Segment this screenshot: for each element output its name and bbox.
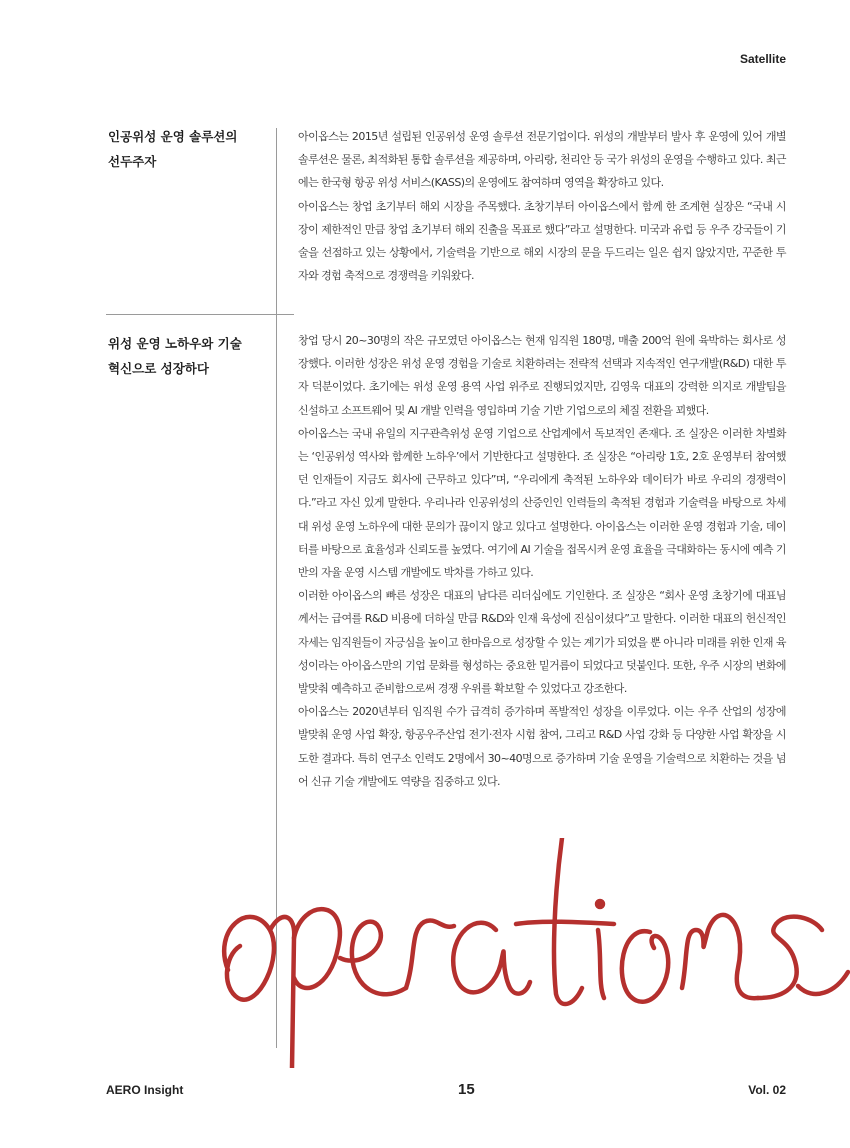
heading-line: 인공위성 운영 솔루션의 [108,129,238,144]
paragraph: 아이옵스는 2020년부터 임직원 수가 급격히 증가하며 폭발적인 성장을 이루었다. 이는 우주 산업의 성장에 발맞춰 운영 사업 확장, 항공우주산업 전기·전자 시험 참여, 그리고 R&D 사업 강화 등 다양한 사업 확장을 시도한 결과다. 특히 연구소 인력도 2명에서 30~40명으로 증가하며 기술 운영을 기술력으로 치환하는 것을 넘어 신규 기술 개발에도 역량을 집중하고 있다. [298,705,786,788]
paragraph: 아이옵스는 국내 유일의 지구관측위성 운영 기업으로 산업계에서 독보적인 존재다. 조 실장은 이러한 차별화는 ‘인공위성 역사와 함께한 노하우’에서 기반한다고 설명한다. 조 실장은 “아리랑 1호, 2호 운영부터 참여했던 인재들이 지금도 회사에 근무하고 있다”며, “우리에게 축적된 노하우와 데이터가 바로 우리의 경쟁력이다.”라고 자신 있게 말한다. 우리나라 인공위성의 산증인인 인력들의 축적된 경험과 기술력을 바탕으로 차세대 위성 운영 노하우에 대한 문의가 끊이지 않고 있다고 설명한다. 아이옵스는 이러한 운영 경험과 기술, 데이터를 바탕으로 효율성과 신뢰도를 높였다. 여기에 AI 기술을 접목시켜 운영 효율을 극대화하는 동시에 예측 기반의 자율 운영 시스템 개발에도 박차를 가하고 있다. [298,426,786,580]
heading-line: 선두주자 [108,154,157,169]
paragraph: 이러한 아이옵스의 빠른 성장은 대표의 남다른 리더십에도 기인한다. 조 실장은 “회사 운영 초창기에 대표님께서는 급여를 R&D 비용에 더하실 만큼 R&D와 인재 육성에 진심이셨다”고 말한다. 이러한 대표의 헌신적인 자세는 임직원들이 자긍심을 높이고 한마음으로 성장할 수 있는 계기가 되었을 뿐 아니라 미래를 위한 인재 육성이라는 아이옵스만의 기업 문화를 형성하는 중요한 밑거름이 되었다고 덧붙인다. 또한, 우주 시장의 변화에 발맞춰 예측하고 준비함으로써 경쟁 우위를 확보할 수 있었다고 강조한다. [298,589,786,696]
section-divider-horizontal [106,314,294,315]
section-heading-1 [108,124,278,174]
paragraph: 창업 당시 20~30명의 작은 규모였던 아이옵스는 현재 임직원 180명, 매출 200억 원에 육박하는 회사로 성장했다. 이러한 성장은 위성 운영 경험을 기술로 치환하려는 전략적 선택과 지속적인 연구개발(R&D) 대한 투자 덕분이었다. 초기에는 위성 운영 용역 사업 위주로 진행되었지만, 김영욱 대표의 강력한 의지로 개발팀을 신설하고 소프트웨어 및 AI 개발 인력을 영입하며 기술 기반 기업으로의 체질 전환을 꾀했다. [298,334,786,417]
page-number: 15 [458,1081,475,1098]
heading-line: 혁신으로 성장하다 [108,361,209,376]
section-body-1 [298,125,786,287]
paragraph: 아이옵스는 창업 초기부터 해외 시장을 주목했다. 초창기부터 아이옵스에서 함께 한 조계현 실장은 “국내 시장이 제한적인 만큼 창업 초기부터 해외 진출을 목표로 했다”라고 설명한다. 미국과 유럽 등 우주 강국들이 기술을 선점하고 있는 상황에서, 기술력을 기반으로 해외 시장의 문을 두드리는 일은 쉽지 않았지만, 꾸준한 투자와 경험 축적으로 경쟁력을 키워왔다. [298,199,786,283]
footer-publication: AERO Insight [106,1083,184,1097]
heading-line: 위성 운영 노하우와 기술 [108,336,242,351]
section-tag: Satellite [739,52,786,66]
operations-script-decoration [210,838,850,1068]
footer-volume: Vol. 02 [748,1083,786,1097]
section-body-2 [298,329,786,793]
paragraph: 아이옵스는 2015년 설립된 인공위성 운영 솔루션 전문기업이다. 위성의 개발부터 발사 후 운영에 있어 개별 솔루션은 물론, 최적화된 통합 솔루션을 제공하며, 아리랑, 천리안 등 국가 위성의 운영을 수행하고 있다. 최근에는 한국형 항공 위성 서비스(KASS)의 운영에도 참여하며 영역을 확장하고 있다. [298,130,786,190]
section-heading-2 [108,331,278,381]
